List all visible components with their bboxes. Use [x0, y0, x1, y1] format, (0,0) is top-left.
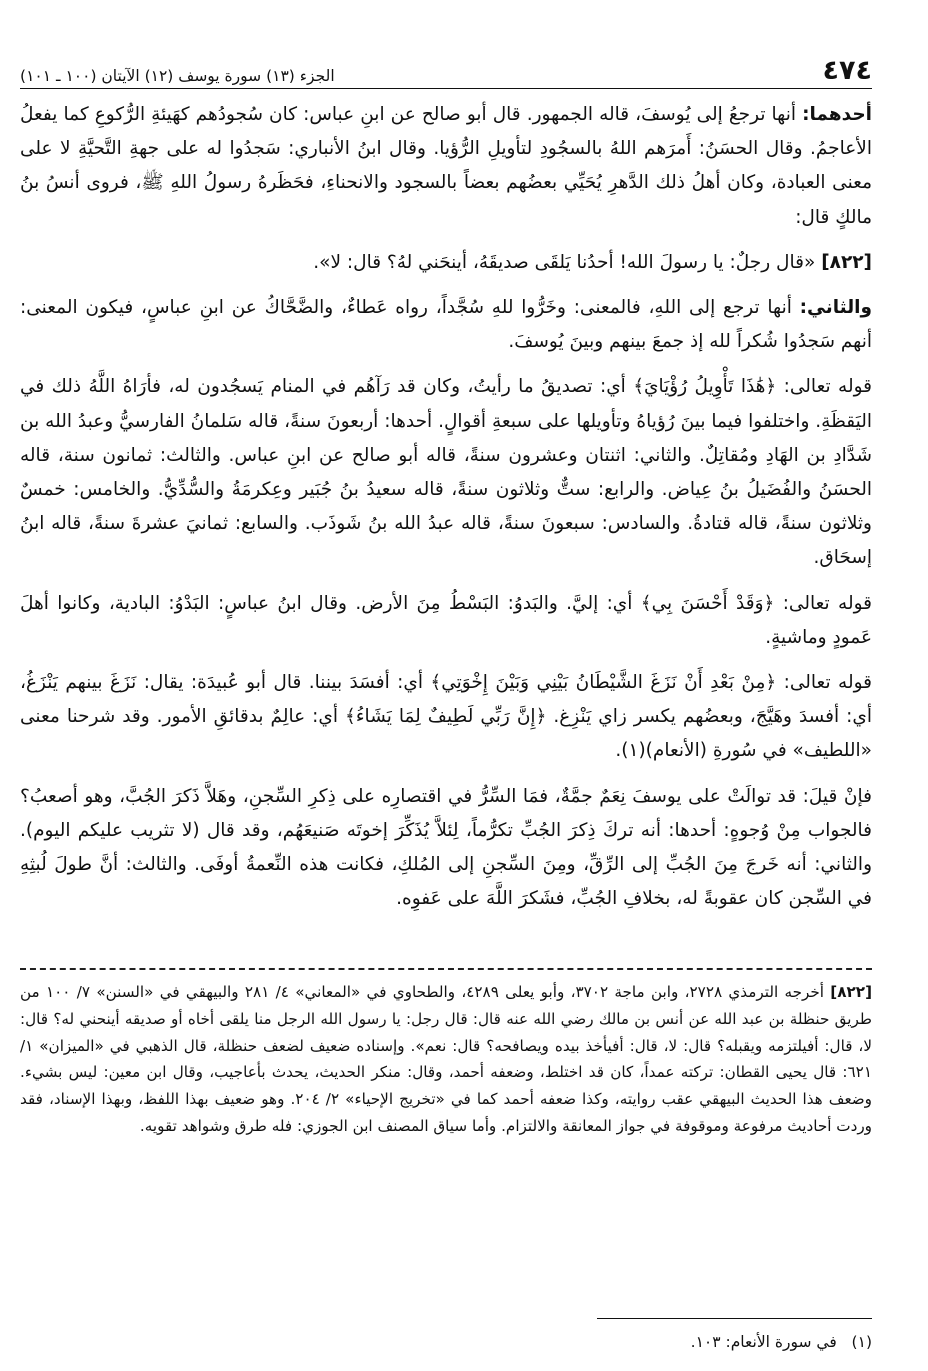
paragraph-lead: أحدهما:: [802, 104, 872, 125]
paragraph: [20, 291, 872, 359]
page-header: [20, 45, 872, 89]
footnote-text: أخرجه الترمذي ٢٧٢٨، وابن ماجة ٣٧٠٢، وأبو يعلى ٤٢٨٩، والطحاوي في «المعاني» ٤/ ٢٨١ والبيهقي في «السنن» ٧/ ١٠٠ من طريق حنظلة بن عبد الله عن أنس بن مالك رضي الله عنه قال: قال رجل: يا رسول الله الرجل منا يلقى أخاه أو صديقه أينحني له؟ قال: لا، قال: أفيلتزمه ويقبله؟ قال: لا، قال: أفيأخذ بيده ويصافحه؟ قال: نعم». وإسناده ضعيف لضعف حنظلة، قال الذهبي في «الميزان» ١/ ٦٢١: قال يحيى القطان: تركته عمداً، كان قد اختلط، وضعفه أحمد، وقال: منكر الحديث، يحدث بأعاجيب، وقال ابن معين: ليس بشيء. وضعف هذا الحديث البيهقي عقب روايته، وكذا ضعفه أحمد كما في «تخريج الإحياء» ٢/ ٢٠٤. وهو ضعيف بهذا اللفظ، وبهذا الإسناد، فقد وردت أحاديث مرفوعة وموقوفة في جواز المعانقة والالتزام. وأما سياق المصنف ابن الجوزي: فله طرق وشواهد تقويه.: [20, 983, 872, 1135]
book-page: [20, 0, 872, 1371]
footnote-marker: (١): [851, 1333, 872, 1351]
hadith-paragraph: [20, 246, 872, 280]
numbered-footnote: [20, 1330, 872, 1354]
paragraph: [20, 666, 872, 769]
footnote-separator: [20, 968, 872, 970]
page-number: ٤٧٤: [822, 55, 872, 86]
hadith-footnote: [20, 979, 872, 1140]
paragraph-text: أنها ترجع إلى اللهِ، فالمعنى: وخَرُّوا للهِ سُجَّداً، رواه عَطاءٌ، والضَّحَّاكُ عن ابنِ عباسٍ، فيكون المعنى: أنهم سَجدُوا شُكراً لله إذ جمعَ بينهم وبينَ يُوسفَ.: [20, 297, 872, 353]
hadith-number: [٨٢٢]: [821, 251, 872, 273]
footnote-text: في سورة الأنعام: ١٠٣.: [690, 1333, 837, 1351]
main-text: [20, 98, 872, 927]
paragraph: [20, 780, 872, 917]
paragraph-text: «قال رجلٌ: يا رسولَ الله! أحدُنا يَلقَى صديقَهُ، أينحَني لهُ؟ قال: لا».: [313, 251, 822, 273]
paragraph-text: قوله تعالى: ﴿هَٰذَا تَأْوِيلُ رُؤْيَايَ﴾ أي: تصديقُ ما رأيتُ، وكان قد رَآهُم في المنام يَسجُدون له، فأرَاهُ اللَّهُ ذلك في اليَقظَةِ. واختلفوا فيما بينَ رُؤياهُ وتأويلها على سبعةِ أقوالٍ. أحدها: أربعونَ سنةً، قاله سَلمانُ الفارسيُّ وعبدُ الله بن شَدَّادِ بن الهَادِ ومُقاتِلٌ. والثاني: اثنتان وعشرون سنةً، قاله أبو صالح عن ابنِ عباس. والثالث: ثمانون سنة، قاله الحسَنُ والفُضَيلُ بنُ عِياض. والرابع: ستٌّ وثلاثون سنةً، قاله سعيدُ بنُ جُبَير وعِكرمَةُ والسُّدِّيُّ. والخامس: خمسٌ وثلاثون سنةً، قاله قتادةُ. والسادس: سبعونَ سنةً، قاله عبدُ الله بنُ شَوذَب. والسابع: ثمانيَ عشرةَ سنةً، قاله ابنُ إسحَاق.: [20, 376, 872, 569]
paragraph-text: فإنْ قيلَ: قد توالَتْ على يوسفَ نِعَمٌ جمَّةٌ، فمَا السِّرُّ في اقتصارِه على ذِكرِ السِّجنِ، وهَلاَّ ذَكرَ الجُبَّ، وهو أصعبُ؟ فالجواب مِنْ وُجوهٍ: أحدها: أنه تركَ ذِكرَ الجُبِّ تكرُّماً، لِئلاَّ يُذَكِّرَ إخوتَه صَنيعَهُم، وقد قال (لا تثريب عليكم اليوم). والثاني: أنه خَرجَ مِنَ الجُبِّ إلى الرِّقِّ، ومِنَ السِّجنِ إلى المُلكِ، فكانت هذه النِّعمةُ أوفَى. والثالث: أنَّ طولَ لُبثِهِ في السِّجن كان عقوبةً له، بخلافِ الجُبِّ، فشَكرَ اللَّهَ على عَفوِه.: [20, 785, 872, 910]
paragraph-lead: والثاني:: [799, 297, 872, 319]
footnotes: [20, 979, 872, 1140]
paragraph: [20, 98, 872, 235]
paragraph-text: أنها ترجعُ إلى يُوسفَ، قاله الجمهور. قال أبو صالح عن ابنِ عباس: كان سُجودُهم كهَيئةِ الرُّكوعِ كما يفعلُ الأعاجمُ. وقال الحسَنُ: أَمرَهم اللهُ بالسجُودِ لتأويلِ الرُّؤيا. وقال ابنُ الأنباري: سَجدُوا له على جهةِ التَّحيَّةِ لا على معنى العبادة، وكان أهلُ ذلك الدَّهرِ يُحَيِّي بعضُهم بعضاً بالسجود والانحناءِ، فحَظَرهُ رسولُ اللهِ ﷺ، فروى أنسُ بنُ مالكٍ قال:: [20, 104, 872, 228]
paragraph-text: قوله تعالى: ﴿وَقَدْ أَحْسَنَ بِي﴾ أي: إليَّ. والبَدوُ: البَسْطُ مِنَ الأرض. وقال ابنُ عباسٍ: البَدْوُ: البادية، وكانوا أهلَ عَمودٍ وماشيةٍ.: [20, 592, 872, 648]
running-title: الجزء (١٣) سورة يوسف (١٢) الآيتان (١٠٠ ـ ١٠١): [20, 66, 335, 85]
footnote-ref: [٨٢٢]: [830, 983, 873, 1001]
paragraph: [20, 370, 872, 575]
footnote-rule: [597, 1318, 872, 1319]
paragraph: [20, 587, 872, 655]
paragraph-text: قوله تعالى: ﴿مِنْ بَعْدِ أَنْ نَزَغَ الشَّيْطَانُ بَيْنِي وَبَيْنَ إِخْوَتِي﴾ أي: أفسَدَ بيننا. قال أبو عُبيدَة: يقال: نَزَغَ بينهم يَنْزَغُ، أي: أفسدَ وهَيَّجَ، وبعضُهم يكسر زاي يَنْزِغ. ﴿إِنَّ رَبِّي لَطِيفٌ لِمَا يَشَاءُ﴾ أي: عالِمٌ بدقائقِ الأمور. وقد شرحنا معنى «اللطيف» في سُورةِ (الأنعام)(١).: [20, 672, 872, 762]
